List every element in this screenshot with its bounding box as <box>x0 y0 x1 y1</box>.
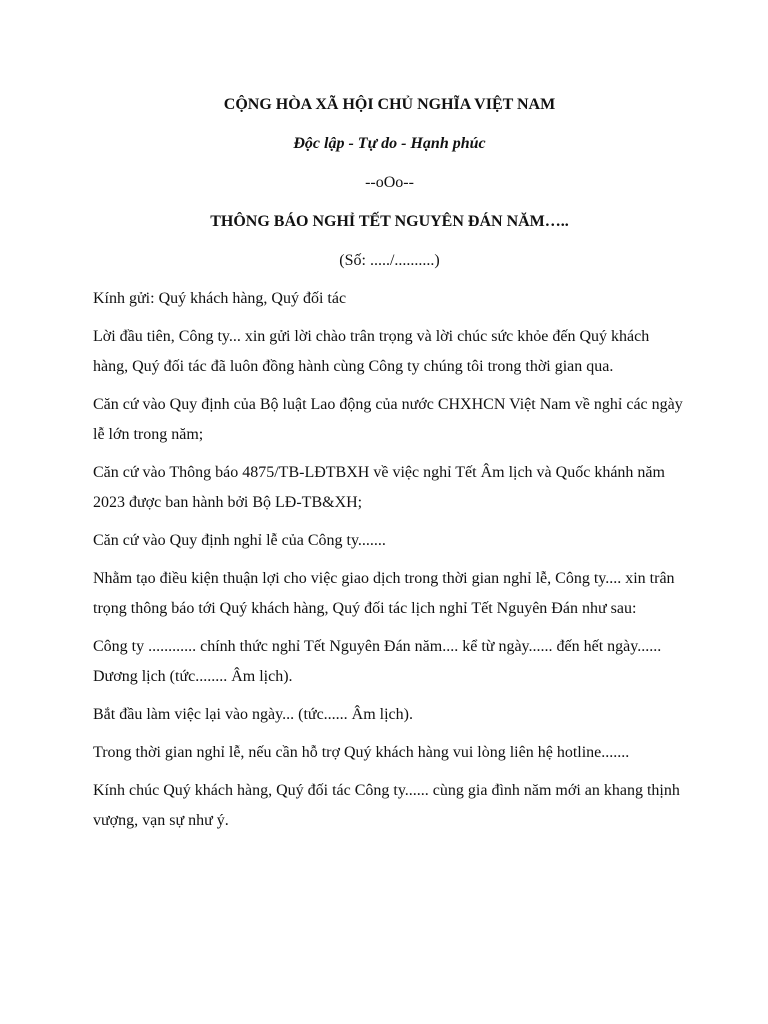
document-title: THÔNG BÁO NGHỈ TẾT NGUYÊN ĐÁN NĂM….. <box>210 213 569 230</box>
motto: Độc lập - Tự do - Hạnh phúc <box>293 135 486 152</box>
paragraph-legal-basis-notice: Căn cứ vào Thông báo 4875/TB-LĐTBXH về việc nghỉ Tết Âm lịch và Quốc khánh năm 2023 được ban hành bởi Bộ LĐ-TB&XH; <box>93 464 665 511</box>
paragraph-new-year-wishes: Kính chúc Quý khách hàng, Quý đối tác Công ty...... cùng gia đình năm mới an khang thịnh vượng, vạn sự như ý. <box>93 782 680 829</box>
salutation: Kính gửi: Quý khách hàng, Quý đối tác <box>93 290 347 307</box>
paragraph-holiday-period: Công ty ............ chính thức nghỉ Tết Nguyên Đán năm.... kể từ ngày...... đến hết ngày...... Dương lịch (tức........ Âm lịch). <box>93 638 662 685</box>
national-name: CỘNG HÒA XÃ HỘI CHỦ NGHĨA VIỆT NAM <box>223 96 556 113</box>
separator: --oOo-- <box>365 174 414 191</box>
paragraph-hotline: Trong thời gian nghỉ lễ, nếu cần hỗ trợ Quý khách hàng vui lòng liên hệ hotline....... <box>93 744 630 761</box>
document-number: (Số: ...../..........) <box>339 252 440 269</box>
paragraph-announcement-intro: Nhằm tạo điều kiện thuận lợi cho việc giao dịch trong thời gian nghỉ lễ, Công ty.... xin trân trọng thông báo tới Quý khách hàng, Quý đối tác lịch nghỉ Tết Nguyên Đán như sau: <box>93 570 675 617</box>
paragraph-legal-basis-labor-code: Căn cứ vào Quy định của Bộ luật Lao động của nước CHXHCN Việt Nam về nghỉ các ngày lễ lớn trong năm; <box>93 396 683 443</box>
paragraph-return-date: Bắt đầu làm việc lại vào ngày... (tức...... Âm lịch). <box>93 706 413 723</box>
paragraph-legal-basis-company: Căn cứ vào Quy định nghỉ lễ của Công ty....... <box>93 532 386 549</box>
paragraph-greeting: Lời đầu tiên, Công ty... xin gửi lời chào trân trọng và lời chúc sức khỏe đến Quý khách hàng, Quý đối tác đã luôn đồng hành cùng Công ty chúng tôi trong thời gian qua. <box>93 328 650 375</box>
